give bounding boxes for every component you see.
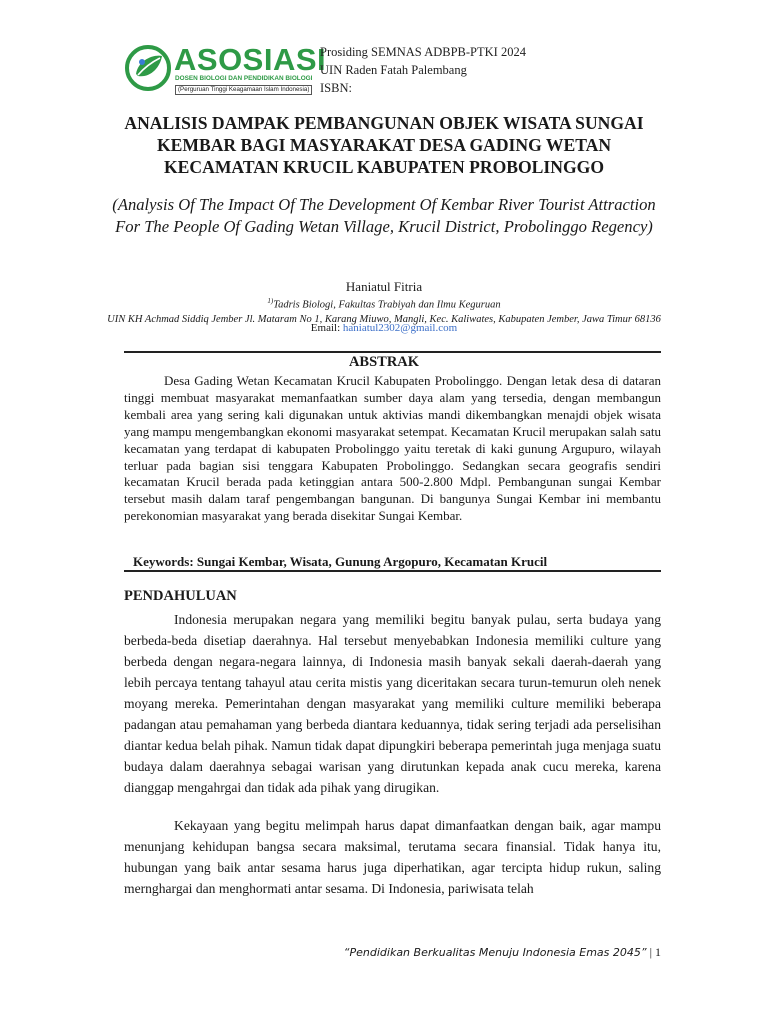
affiliation-line-1: Tadris Biologi, Fakultas Trabiyah dan Ilmu Keguruan — [273, 299, 501, 311]
leaf-logo-icon — [124, 44, 172, 92]
logo-subtitle-secondary: (Perguruan Tinggi Keagamaan Islam Indonesia) — [175, 85, 312, 95]
page-footer — [344, 945, 661, 960]
body-paragraph: Kekayaan yang begitu melimpah harus dapat dimanfaatkan dengan baik, agar mampu menunjang kehidupan bangsa secara maksimal, terutama secara finansial. Tidak hanya itu, hubungan yang baik antar sesama harus juga diperhatikan, agar tercipta hidup rukun, saling mernghargai dan menghormati antar sesama. Di Indonesia, pariwisata telah — [124, 818, 661, 896]
affiliation-marker: 1) — [267, 297, 274, 305]
isbn-label: ISBN: — [320, 81, 352, 95]
institution-name: UIN Raden Fatah Palembang — [320, 63, 467, 77]
keywords: Keywords: Sungai Kembar, Wisata, Gunung Argopuro, Kecamatan Krucil — [133, 554, 548, 569]
logo-wordmark: ASOSIASI — [174, 42, 327, 77]
page-number: | 1 — [649, 945, 661, 959]
page-header — [124, 38, 644, 100]
body-paragraph: Indonesia merupakan negara yang memiliki begitu banyak pulau, serta budaya yang berbeda-beda disetiap daerahnya. Hal tersebut menyebabkan Indonesia memiliki culture yang berbeda dengan negara-negara lainnya, di Indonesia masih banyak sekali daerah-daerah yang lebih percaya tentang tahayul atau cerita mistis yang diceritakan secara turun-temurun oleh nenek moyang mereka. Pemerintahan dengan masyarakat yang memiliki culture memiliki beberapa padangan atau pemahaman yang berbeda diantara keduannya, tidak sering terjadi ada perselisihan diantar kedua belah pihak. Namun tidak dapat dipungkiri beberapa pemerintah juga menjaga suatu budaya dalam daerahnya sebagai warisan yang dirutunkan kepada anak cucu mereka, karena dianggap mengahrgai dan tidak ada pihak yang dirugikan. — [124, 612, 661, 795]
proceedings-info — [320, 43, 526, 97]
author-name: Haniatul Fitria — [345, 279, 423, 294]
affiliation-line-2: UIN KH Achmad Siddiq Jember Jl. Mataram No 1, Karang Miuwo, Mangli, Kec. Kaliwates, Kabupaten Jember, Jawa Timur 68136 — [107, 313, 661, 325]
author-email — [0, 322, 768, 334]
logo-subtitle: DOSEN BIOLOGI DAN PENDIDIKAN BIOLOGI — [175, 75, 313, 82]
abstract-heading: ABSTRAK — [348, 354, 420, 370]
association-logo — [124, 42, 327, 100]
email-link[interactable]: haniatul2302@gmail.com — [342, 322, 458, 334]
footer-motto: “Pendidikan Berkualitas Menuju Indonesia Emas 2045” — [343, 946, 647, 959]
abstract-top-rule — [124, 351, 661, 353]
abstract-text: Desa Gading Wetan Kecamatan Krucil Kabupaten Probolinggo. Dengan letak desa di dataran tinggi membuat masyarakat memanfaatkan sumber daya alam yang tersedia, dengan membangun kembali area yang sering kali digunakan untuk aktivias mandi dikembangkan menajdi objek wisata yang mampu mengembangkan ekonomi masyarakat setempat. Kecamatan Krucil merupakan salah satu kecamatan yang terdapat di kabupaten Probolinggo yaitu teretak di kaki gunung Argupuro, wilayah terluar pada bagian sisi tenggara Kabupaten Probolinggo. Sedangkan secara geografis sendiri kecamatan Krucil berada pada ketinggian antara 500-2.800 Mdpl. Pembangunan sungai Kembar tersebut masih dalam taraf pengembangan bangunan. Di bangunya Sungai Kembar ini membantu perekonomian masyarakat yang berada disekitar Sungai Kembar. — [124, 373, 661, 524]
email-label: Email: — [310, 322, 341, 334]
section-heading: PENDAHULUAN — [124, 588, 237, 604]
abstract-bottom-rule — [124, 570, 661, 572]
paper-title: ANALISIS DAMPAK PEMBANGUNAN OBJEK WISATA SUNGAI KEMBAR BAGI MASYARAKAT DESA GADING WETAN KECAMATAN KRUCIL KABUPATEN PROBOLINGGO — [124, 113, 644, 177]
proceedings-name: Prosiding SEMNAS ADBPB-PTKI 2024 — [320, 45, 526, 59]
paper-subtitle-english: (Analysis Of The Impact Of The Development Of Kembar River Tourist Attraction For The People Of Gading Wetan Village, Krucil District, Probolinggo Regency) — [112, 195, 656, 236]
